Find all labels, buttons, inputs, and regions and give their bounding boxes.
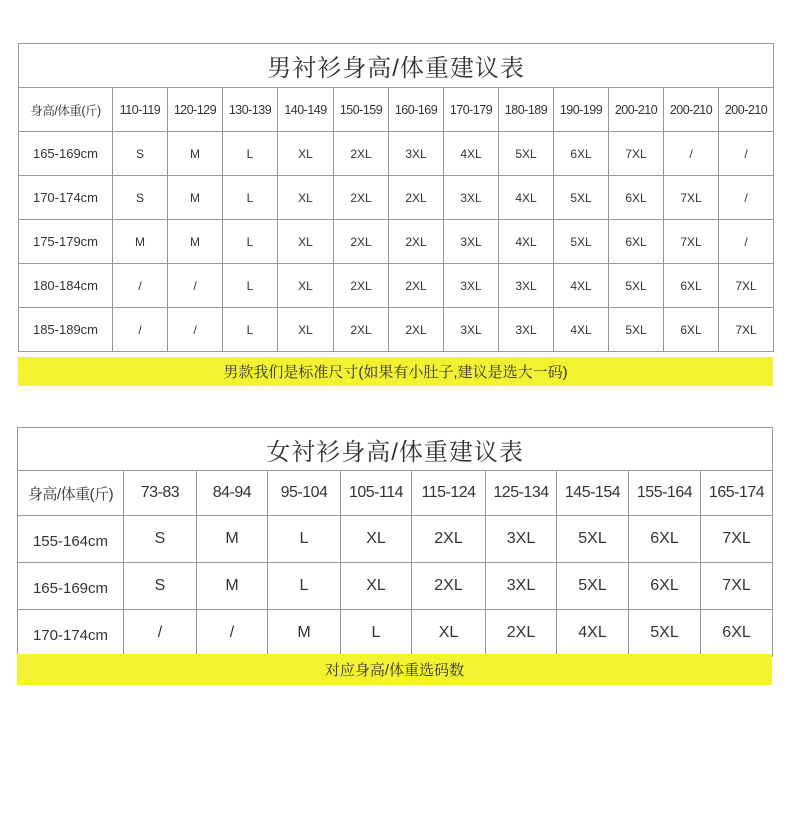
size-cell: / xyxy=(113,308,168,352)
size-cell: 5XL xyxy=(609,308,664,352)
height-label: 185-189cm xyxy=(19,308,113,352)
size-cell: L xyxy=(268,563,341,610)
size-cell: 3XL xyxy=(486,516,557,563)
size-cell: / xyxy=(168,308,223,352)
men-table-title: 男衬衫身高/体重建议表 xyxy=(19,44,774,88)
size-cell: L xyxy=(223,308,278,352)
table-row xyxy=(18,516,773,563)
size-cell: 4XL xyxy=(557,610,629,657)
women-header-row xyxy=(18,471,773,516)
size-cell: M xyxy=(168,132,223,176)
size-cell: 7XL xyxy=(701,516,773,563)
size-cell: S xyxy=(113,176,168,220)
weight-header: 200-210 xyxy=(719,88,774,132)
size-cell: 5XL xyxy=(557,516,629,563)
size-cell: M xyxy=(268,610,341,657)
size-cell: / xyxy=(197,610,268,657)
weight-header: 200-210 xyxy=(664,88,719,132)
size-cell: / xyxy=(719,220,774,264)
size-cell: 2XL xyxy=(412,516,486,563)
size-cell: 6XL xyxy=(609,176,664,220)
size-cell: 2XL xyxy=(486,610,557,657)
size-cell: 2XL xyxy=(412,563,486,610)
size-cell: 2XL xyxy=(389,264,444,308)
size-cell: 3XL xyxy=(486,563,557,610)
weight-header: 155-164 xyxy=(629,471,701,516)
size-cell: L xyxy=(268,516,341,563)
size-cell: L xyxy=(223,176,278,220)
size-cell: XL xyxy=(341,516,412,563)
weight-header: 84-94 xyxy=(197,471,268,516)
weight-header: 73-83 xyxy=(124,471,197,516)
height-label: 170-174cm xyxy=(18,610,124,657)
size-cell: / xyxy=(664,132,719,176)
size-cell: L xyxy=(223,264,278,308)
weight-header: 105-114 xyxy=(341,471,412,516)
weight-header: 145-154 xyxy=(557,471,629,516)
size-cell: 2XL xyxy=(334,264,389,308)
size-cell: 7XL xyxy=(719,264,774,308)
size-cell: 6XL xyxy=(664,308,719,352)
table-row xyxy=(18,610,773,657)
corner-header: 身高/体重(斤) xyxy=(18,471,124,516)
size-cell: / xyxy=(124,610,197,657)
size-cell: XL xyxy=(341,563,412,610)
size-cell: / xyxy=(719,132,774,176)
size-cell: 7XL xyxy=(609,132,664,176)
size-cell: M xyxy=(197,516,268,563)
size-cell: 6XL xyxy=(664,264,719,308)
size-cell: 2XL xyxy=(334,132,389,176)
men-title-row xyxy=(19,44,774,88)
size-cell: M xyxy=(168,176,223,220)
height-label: 155-164cm xyxy=(18,516,124,563)
height-label: 180-184cm xyxy=(19,264,113,308)
size-cell: 4XL xyxy=(554,308,609,352)
size-cell: 5XL xyxy=(629,610,701,657)
size-cell: / xyxy=(113,264,168,308)
women-title-row xyxy=(18,428,773,471)
size-cell: 3XL xyxy=(499,264,554,308)
weight-header: 165-174 xyxy=(701,471,773,516)
men-size-note: 男款我们是标准尺寸(如果有小肚子,建议是选大一码) xyxy=(18,357,773,386)
size-cell: 4XL xyxy=(444,132,499,176)
size-cell: 4XL xyxy=(554,264,609,308)
size-cell: L xyxy=(223,132,278,176)
weight-header: 110-119 xyxy=(113,88,168,132)
size-cell: L xyxy=(341,610,412,657)
weight-header: 200-210 xyxy=(609,88,664,132)
corner-header: 身高/体重(斤) xyxy=(19,88,113,132)
size-cell: M xyxy=(197,563,268,610)
size-cell: 6XL xyxy=(701,610,773,657)
size-cell: S xyxy=(124,563,197,610)
weight-header: 125-134 xyxy=(486,471,557,516)
table-row xyxy=(19,220,774,264)
size-cell: 6XL xyxy=(554,132,609,176)
weight-header: 140-149 xyxy=(278,88,334,132)
size-cell: XL xyxy=(278,308,334,352)
size-cell: 3XL xyxy=(444,176,499,220)
weight-header: 180-189 xyxy=(499,88,554,132)
table-row xyxy=(19,176,774,220)
size-cell: 2XL xyxy=(389,176,444,220)
size-cell: 4XL xyxy=(499,220,554,264)
weight-header: 190-199 xyxy=(554,88,609,132)
women-table-title: 女衬衫身高/体重建议表 xyxy=(18,428,773,471)
size-cell: 5XL xyxy=(499,132,554,176)
height-label: 165-169cm xyxy=(19,132,113,176)
size-cell: 3XL xyxy=(499,308,554,352)
size-cell: S xyxy=(113,132,168,176)
size-cell: 2XL xyxy=(334,176,389,220)
size-cell: XL xyxy=(412,610,486,657)
men-header-row xyxy=(19,88,774,132)
size-cell: 5XL xyxy=(554,176,609,220)
weight-header: 170-179 xyxy=(444,88,499,132)
size-cell: 7XL xyxy=(664,220,719,264)
size-cell: 3XL xyxy=(444,264,499,308)
height-label: 165-169cm xyxy=(18,563,124,610)
size-cell: 7XL xyxy=(664,176,719,220)
size-cell: 4XL xyxy=(499,176,554,220)
size-cell: 6XL xyxy=(609,220,664,264)
weight-header: 120-129 xyxy=(168,88,223,132)
weight-header: 115-124 xyxy=(412,471,486,516)
size-cell: 5XL xyxy=(554,220,609,264)
table-row xyxy=(18,563,773,610)
size-cell: M xyxy=(113,220,168,264)
size-cell: 2XL xyxy=(389,308,444,352)
men-size-table xyxy=(18,43,774,352)
size-cell: 3XL xyxy=(444,220,499,264)
size-cell: 2XL xyxy=(334,220,389,264)
women-size-table xyxy=(17,427,773,657)
height-label: 175-179cm xyxy=(19,220,113,264)
weight-header: 160-169 xyxy=(389,88,444,132)
weight-header: 150-159 xyxy=(334,88,389,132)
size-cell: L xyxy=(223,220,278,264)
size-cell: 7XL xyxy=(701,563,773,610)
size-cell: 5XL xyxy=(557,563,629,610)
size-cell: 2XL xyxy=(334,308,389,352)
size-cell: 7XL xyxy=(719,308,774,352)
table-row xyxy=(19,132,774,176)
size-cell: S xyxy=(124,516,197,563)
size-cell: 3XL xyxy=(444,308,499,352)
women-size-note: 对应身高/体重选码数 xyxy=(17,654,772,685)
size-cell: XL xyxy=(278,264,334,308)
size-cell: 3XL xyxy=(389,132,444,176)
size-cell: / xyxy=(168,264,223,308)
size-cell: 5XL xyxy=(609,264,664,308)
weight-header: 95-104 xyxy=(268,471,341,516)
size-cell: M xyxy=(168,220,223,264)
size-cell: 6XL xyxy=(629,563,701,610)
table-row xyxy=(19,308,774,352)
size-cell: XL xyxy=(278,132,334,176)
size-cell: 2XL xyxy=(389,220,444,264)
weight-header: 130-139 xyxy=(223,88,278,132)
size-cell: 6XL xyxy=(629,516,701,563)
table-row xyxy=(19,264,774,308)
size-cell: XL xyxy=(278,220,334,264)
size-cell: / xyxy=(719,176,774,220)
height-label: 170-174cm xyxy=(19,176,113,220)
size-cell: XL xyxy=(278,176,334,220)
